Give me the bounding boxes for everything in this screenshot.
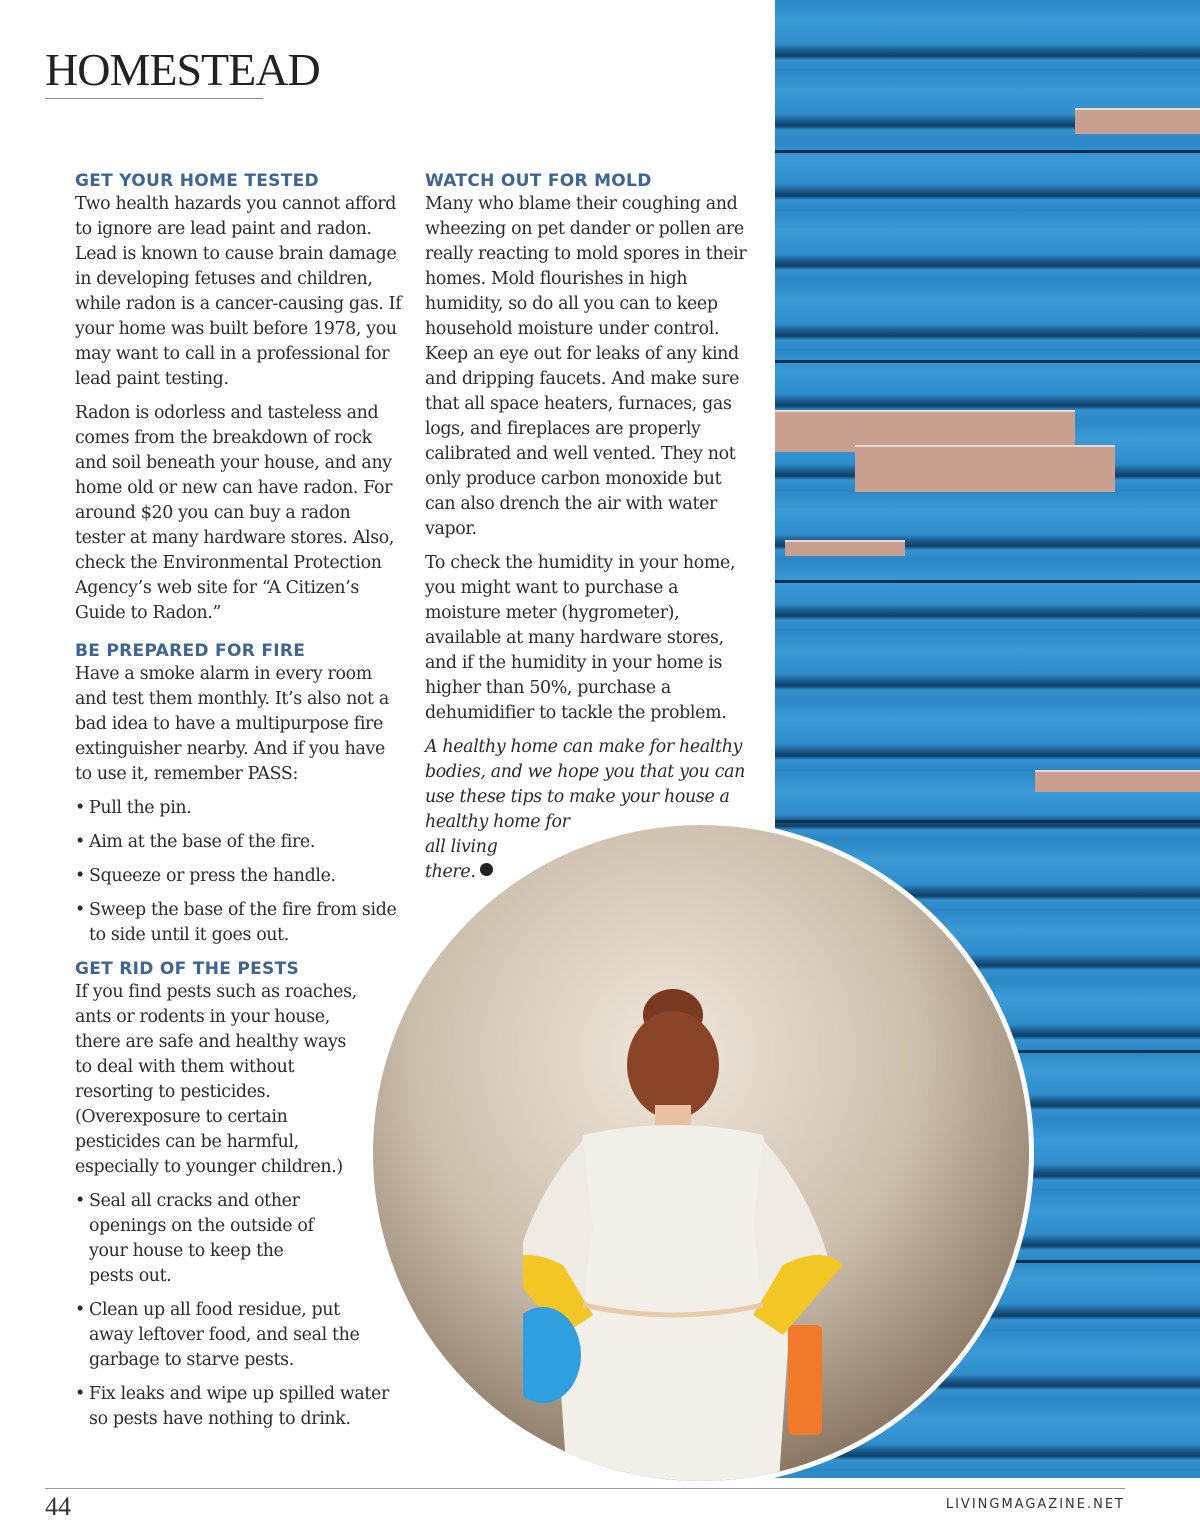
footer-rule bbox=[45, 1488, 1125, 1489]
paragraph: Radon is odorless and tasteless and comes from the breakdown of rock and soil beneath your house, and any home old or new can have radon. For around $20 you can buy a radon tester at many hardware stores. Also, check the Environmental Protection Agency’s web site for “A Citizen’s Guide to Radon.” bbox=[75, 403, 395, 623]
end-mark-icon bbox=[480, 863, 493, 876]
closing-line: use these tips to make your house a bbox=[425, 787, 730, 807]
list-item: • Squeeze or press the handle. bbox=[75, 864, 405, 889]
closing-line: all living bbox=[425, 837, 498, 857]
cleaning-woman-photo bbox=[368, 820, 1034, 1486]
closing-line: healthy home for bbox=[425, 812, 570, 832]
woman-figure-icon bbox=[523, 975, 843, 1486]
section-title: HOMESTEAD bbox=[45, 44, 263, 99]
heading-home-tested: GET YOUR HOME TESTED bbox=[75, 171, 319, 191]
list-item: • Sweep the base of the fire from side to side until it goes out. bbox=[75, 898, 405, 948]
heading-fire: BE PREPARED FOR FIRE bbox=[75, 641, 306, 661]
fire-bullet-list bbox=[75, 796, 405, 948]
list-item: • Fix leaks and wipe up spilled water so pests have nothing to drink. bbox=[75, 1382, 405, 1432]
paragraph: Have a smoke alarm in every room and test them monthly. It’s also not a bad idea to have a multipurpose fire extinguisher nearby. And if you have to use it, remember PASS: bbox=[75, 664, 389, 784]
left-column bbox=[75, 170, 405, 1442]
pests-bullet-list bbox=[75, 1189, 405, 1432]
page-number: 44 bbox=[45, 1492, 71, 1521]
list-item: • Seal all cracks and other openings on the outside of your house to keep the pests out. bbox=[75, 1189, 329, 1289]
site-url: LIVINGMAGAZINE.NET bbox=[945, 1497, 1125, 1512]
closing-line: bodies, and we hope you that you can bbox=[425, 762, 745, 782]
closing-line: there. bbox=[425, 862, 476, 882]
closing-line: A healthy home can make for healthy bbox=[425, 737, 743, 757]
heading-pests: GET RID OF THE PESTS bbox=[75, 959, 300, 979]
paragraph: Two health hazards you cannot afford to ignore are lead paint and radon. Lead is known to cause brain damage in developing fetuses and children, while radon is a cancer-causing gas. If your home was built before 1978, you may want to call in a professional for lead paint testing. bbox=[75, 194, 402, 389]
paragraph: If you find pests such as roaches, ants or rodents in your house, there are safe and healthy ways to deal with them without resorting to pesticides. (Overexposure to certain pesticides can be harmful, especially to younger children.) bbox=[75, 982, 357, 1177]
list-item: • Aim at the base of the fire. bbox=[75, 830, 405, 855]
heading-mold: WATCH OUT FOR MOLD bbox=[425, 171, 652, 191]
right-column bbox=[425, 170, 755, 894]
paragraph: Many who blame their coughing and wheezing on pet dander or pollen are really reacting to mold spores in their homes. Mold flourishes in high humidity, so do all you can to keep household moisture under control. Keep an eye out for leaks of any kind and dripping faucets. And make sure that all space heaters, furnaces, gas logs, and fireplaces are properly calibrated and well vented. They not only produce carbon monoxide but can also drench the air with water vapor. bbox=[425, 194, 747, 539]
list-item: • Pull the pin. bbox=[75, 796, 405, 821]
list-item: • Clean up all food residue, put away leftover food, and seal the garbage to starve pests. bbox=[75, 1298, 379, 1373]
paragraph: To check the humidity in your home, you might want to purchase a moisture meter (hygrometer), available at many hardware stores, and if the humidity in your home is higher than 50%, purchase a dehumidifier to tackle the problem. bbox=[425, 553, 736, 723]
